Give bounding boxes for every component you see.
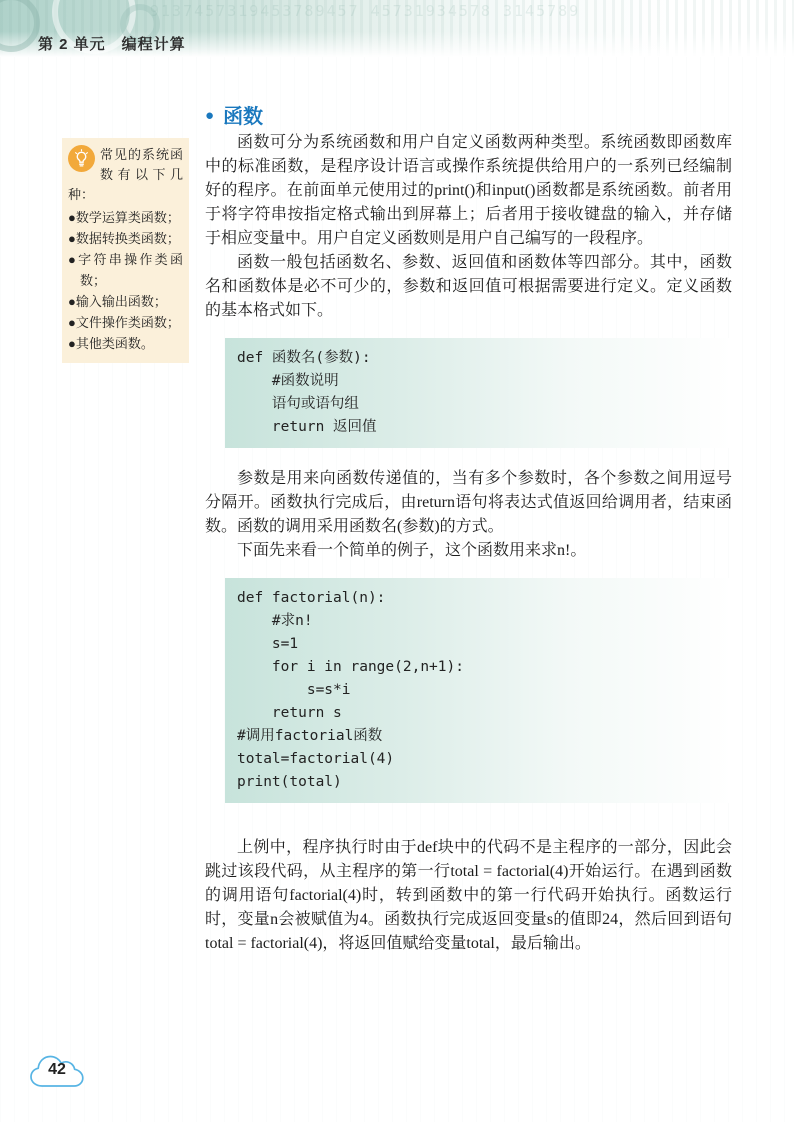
code-line: #求n! — [237, 613, 313, 629]
paragraph: 参数是用来向函数传递值的，当有多个参数时，各个参数之间用逗号分隔开。函数执行完成后，由return语句将表达式值返回给调用者，结束函数。函数的调用采用函数名(参数)的方式。 — [205, 470, 732, 535]
tip-list — [68, 207, 183, 354]
tip-intro-text: 常见的系统函数有以下几种： — [68, 147, 183, 202]
unit-header-label: 第 2 单元 编程计算 — [38, 36, 186, 53]
paragraph: 函数一般包括函数名、参数、返回值和函数体等四部分。其中，函数名和函数体是必不可少的，参数和返回值可根据需要进行定义。定义函数的基本格式如下。 — [205, 254, 732, 319]
code-line: return s — [237, 705, 342, 721]
code-block-factorial-example — [225, 578, 732, 803]
tip-list-item: ●数学运算类函数； — [68, 210, 180, 225]
code-line: #调用factorial函数 — [237, 728, 383, 744]
code-line: 语句或语句组 — [237, 396, 359, 412]
paragraph: 上例中，程序执行时由于def块中的代码不是主程序的一部分，因此会跳过该段代码，从主程序的第一行total = factorial(4)开始运行。在遇到函数的调用语句factorial(4)时，转到函数中的第一行代码开始执行。函数运行时，变量n会被赋值为4。函数执行完成返回变量s的值即24，然后回到语句total = factorial(4)，将返回值赋给变量total，最后输出。 — [205, 839, 732, 952]
tip-list-item: ●字符串操作类函数； — [68, 252, 183, 288]
tip-list-item: ●文件操作类函数； — [68, 315, 180, 330]
main-text-column — [205, 131, 732, 956]
code-line: return 返回值 — [237, 419, 377, 435]
section-title-text: 函数 — [223, 106, 264, 128]
code-line: s=s*i — [237, 682, 351, 698]
paragraph: 下面先来看一个简单的例子，这个函数用来求n!。 — [237, 542, 587, 559]
paragraph: 函数可分为系统函数和用户自定义函数两种类型。系统函数即函数库中的标准函数，是程序设计语言或操作系统提供给用户的一系列已经编制好的程序。在前面单元使用过的print()和input()函数都是系统函数。前者用于将字符串按指定格式输出到屏幕上；后者用于接收键盘的输入，并存储于相应变量中。用户自定义函数则是用户自己编写的一段程序。 — [205, 134, 732, 247]
decor-digit-pattern: 9137457319453789457 45731934578 3145789 — [150, 2, 581, 20]
page-number-cloud — [28, 1050, 86, 1094]
code-block-def-format — [225, 338, 732, 448]
code-line: for i in range(2,n+1): — [237, 659, 464, 675]
tip-box — [62, 138, 189, 363]
tip-list-item: ●其他类函数。 — [68, 336, 154, 351]
decor-circle — [0, 0, 40, 52]
code-line: total=factorial(4) — [237, 751, 395, 767]
tip-list-item: ●数据转换类函数； — [68, 231, 180, 246]
code-line: def 函数名(参数): — [237, 350, 371, 366]
tip-list-item: ●输入输出函数； — [68, 294, 167, 309]
code-line: #函数说明 — [237, 373, 339, 389]
page-header-band — [0, 0, 794, 57]
code-line: print(total) — [237, 774, 342, 790]
section-bullet-icon: ● — [205, 107, 215, 124]
lightbulb-icon — [68, 145, 95, 172]
code-line: s=1 — [237, 636, 299, 652]
section-title — [205, 100, 263, 129]
code-line: def factorial(n): — [237, 590, 386, 606]
page-number: 42 — [48, 1061, 66, 1078]
